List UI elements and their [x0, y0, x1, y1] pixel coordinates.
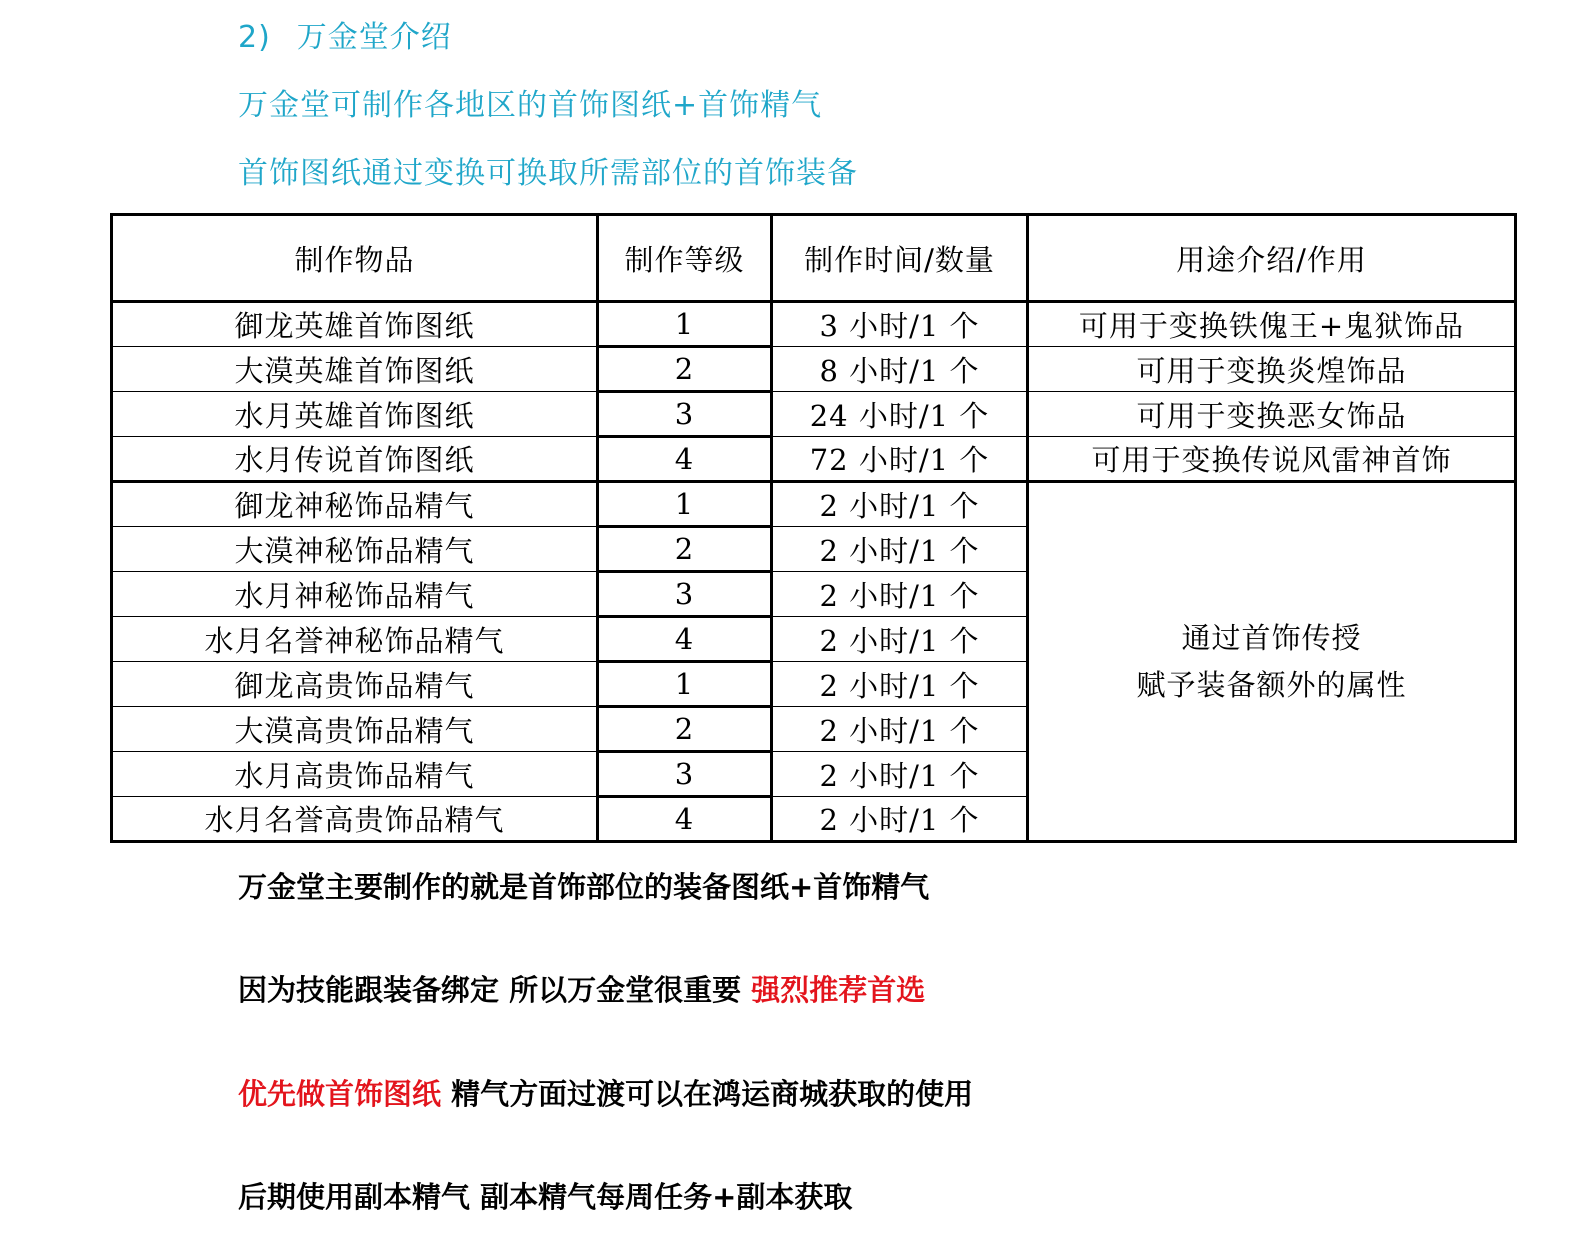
use-cell: 可用于变换铁傀王+鬼狱饰品	[1028, 302, 1516, 347]
time-cell: 24 小时/1 个	[772, 392, 1028, 437]
table-row	[112, 392, 1516, 437]
level-cell: 2	[598, 527, 772, 572]
time-cell: 3 小时/1 个	[772, 302, 1028, 347]
time-cell: 2 小时/1 个	[772, 527, 1028, 572]
time-cell: 72 小时/1 个	[772, 437, 1028, 482]
level-cell: 1	[598, 662, 772, 707]
time-cell: 2 小时/1 个	[772, 572, 1028, 617]
level-cell: 4	[598, 797, 772, 842]
level-cell: 1	[598, 302, 772, 347]
item-cell: 大漠高贵饰品精气	[112, 707, 598, 752]
note-late-game: 后期使用副本精气 副本精气每周任务+副本获取	[238, 1180, 853, 1214]
note-priority-highlight: 优先做首饰图纸	[238, 1077, 442, 1111]
header-use: 用途介绍/作用	[1028, 215, 1516, 302]
header-item: 制作物品	[112, 215, 598, 302]
level-cell: 2	[598, 707, 772, 752]
header-level: 制作等级	[598, 215, 772, 302]
level-cell: 3	[598, 392, 772, 437]
table-row	[112, 482, 1516, 527]
section-number: 2)	[238, 20, 271, 55]
section-heading	[238, 12, 452, 56]
item-cell: 水月名誉神秘饰品精气	[112, 617, 598, 662]
item-cell: 水月神秘饰品精气	[112, 572, 598, 617]
intro-line-1: 万金堂可制作各地区的首饰图纸+首饰精气	[238, 88, 823, 123]
item-cell: 御龙高贵饰品精气	[112, 662, 598, 707]
item-cell: 水月高贵饰品精气	[112, 752, 598, 797]
note-priority	[238, 1072, 973, 1113]
level-cell: 4	[598, 437, 772, 482]
time-cell: 8 小时/1 个	[772, 347, 1028, 392]
use-cell: 可用于变换传说风雷神首饰	[1028, 437, 1516, 482]
essence-use-cell	[1028, 482, 1516, 842]
table-header-row	[112, 215, 1516, 302]
level-cell: 1	[598, 482, 772, 527]
level-cell: 3	[598, 572, 772, 617]
time-cell: 2 小时/1 个	[772, 752, 1028, 797]
note-importance-text: 因为技能跟装备绑定 所以万金堂很重要	[238, 973, 752, 1007]
item-cell: 大漠神秘饰品精气	[112, 527, 598, 572]
item-cell: 御龙神秘饰品精气	[112, 482, 598, 527]
crafting-table	[110, 213, 1517, 843]
section-title: 万金堂介绍	[296, 20, 452, 55]
item-cell: 御龙英雄首饰图纸	[112, 302, 598, 347]
time-cell: 2 小时/1 个	[772, 707, 1028, 752]
time-cell: 2 小时/1 个	[772, 482, 1028, 527]
table-row	[112, 302, 1516, 347]
item-cell: 水月名誉高贵饰品精气	[112, 797, 598, 842]
essence-use-line-1: 通过首饰传授	[1181, 620, 1362, 655]
level-cell: 2	[598, 347, 772, 392]
item-cell: 大漠英雄首饰图纸	[112, 347, 598, 392]
item-cell: 水月英雄首饰图纸	[112, 392, 598, 437]
header-time: 制作时间/数量	[772, 215, 1028, 302]
use-cell: 可用于变换炎煌饰品	[1028, 347, 1516, 392]
level-cell: 4	[598, 617, 772, 662]
note-recommend-highlight: 强烈推荐首选	[751, 973, 926, 1007]
table-row	[112, 347, 1516, 392]
time-cell: 2 小时/1 个	[772, 617, 1028, 662]
level-cell: 3	[598, 752, 772, 797]
use-cell: 可用于变换恶女饰品	[1028, 392, 1516, 437]
item-cell: 水月传说首饰图纸	[112, 437, 598, 482]
intro-line-2: 首饰图纸通过变换可换取所需部位的首饰装备	[238, 156, 858, 191]
table-row	[112, 437, 1516, 482]
note-importance	[238, 968, 925, 1009]
essence-use-line-2: 赋予装备额外的属性	[1136, 667, 1407, 702]
time-cell: 2 小时/1 个	[772, 662, 1028, 707]
note-main-products: 万金堂主要制作的就是首饰部位的装备图纸+首饰精气	[238, 870, 930, 904]
note-priority-text: 精气方面过渡可以在鸿运商城获取的使用	[441, 1077, 974, 1111]
time-cell: 2 小时/1 个	[772, 797, 1028, 842]
